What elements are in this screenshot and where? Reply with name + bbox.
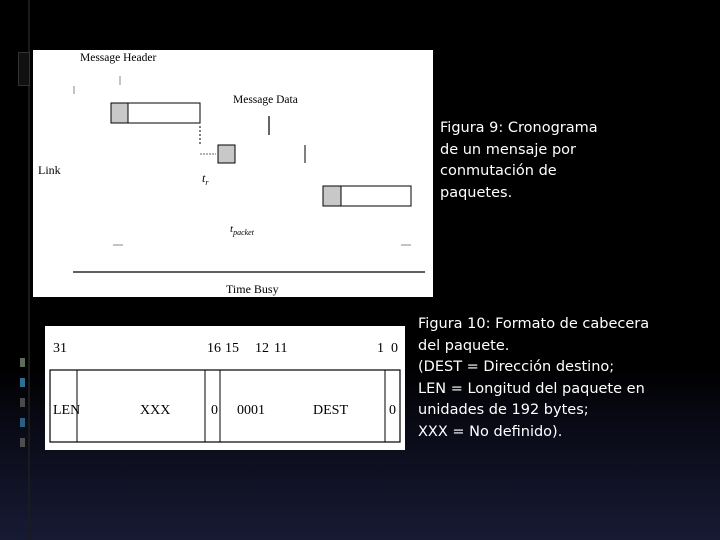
message-header-label: Message Header	[80, 52, 157, 64]
decorative-square	[20, 398, 25, 407]
bit-label-16: 16	[207, 341, 221, 356]
caption-line: LEN = Longitud del paquete en	[418, 380, 645, 397]
tpacket-label: $t_{packet}$	[230, 223, 254, 237]
decorative-square	[20, 418, 25, 427]
packet-1-header	[111, 103, 128, 123]
figure-10-header-format	[45, 326, 405, 450]
caption-line: del paquete.	[418, 337, 510, 354]
bit-label-31: 31	[53, 341, 67, 356]
field-zero: 0	[211, 403, 218, 418]
decorative-square	[20, 438, 25, 447]
time-busy-label: Time Busy	[226, 282, 279, 296]
link-label: Link	[38, 163, 61, 177]
header-format-svg	[45, 326, 405, 450]
field-xxx: XXX	[140, 403, 171, 418]
bit-label-0: 0	[391, 341, 398, 356]
caption-line: unidades de 192 bytes;	[418, 402, 589, 418]
decorative-square	[20, 378, 25, 387]
field-dest: DEST	[313, 403, 348, 418]
packet-3-body	[341, 186, 411, 206]
decorative-square	[20, 358, 25, 367]
figure-9-timing-diagram	[33, 50, 433, 297]
bit-label-11: 11	[274, 341, 288, 356]
corner-accent	[18, 52, 30, 86]
bit-label-1: 1	[377, 341, 384, 356]
caption-line: de un mensaje por	[440, 141, 576, 158]
field-len: LEN	[53, 403, 81, 418]
packet-1-body	[128, 103, 200, 123]
timing-diagram-svg	[33, 50, 433, 297]
field-0001: 0001	[237, 403, 265, 418]
caption-line: conmutación de	[440, 163, 557, 179]
bit-label-12: 12	[255, 341, 269, 356]
bit-label-15: 15	[225, 341, 239, 356]
figure-9-caption	[440, 118, 620, 204]
caption-line: Figura 9: Cronograma	[440, 120, 598, 136]
message-data-label: Message Data	[233, 94, 298, 106]
caption-line: Figura 10: Formato de cabecera	[418, 316, 650, 332]
caption-line: XXX = No definido).	[418, 423, 563, 440]
figure-10-caption	[418, 314, 708, 443]
packet-2-header	[218, 145, 235, 163]
caption-line: (DEST = Dirección destino;	[418, 359, 615, 375]
tr-label: $t_r$	[202, 171, 209, 187]
packet-3-header	[323, 186, 341, 206]
caption-line: paquetes.	[440, 184, 513, 201]
field-zero-last: 0	[389, 403, 396, 418]
